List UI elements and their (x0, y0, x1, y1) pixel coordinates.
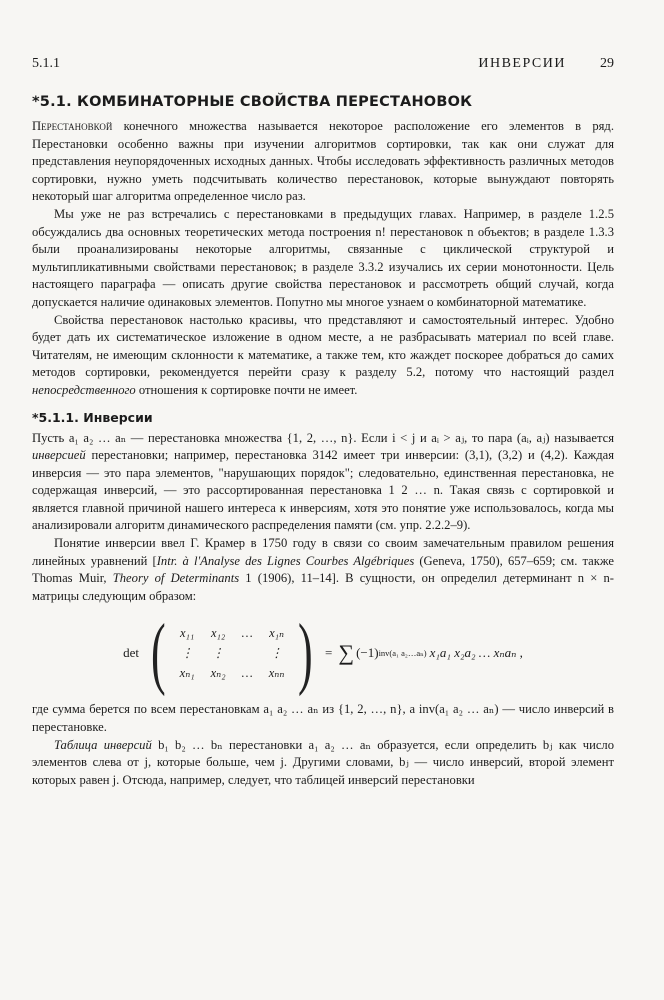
defined-term: Таблица инверсий (54, 737, 152, 752)
product-term: x₁a₁ x₂a₂ … xₙaₙ , (429, 645, 523, 661)
matrix-cell: ⋮ (180, 646, 194, 661)
paragraph-inversion-table (32, 737, 614, 790)
lead-term: Перестановкой (32, 119, 113, 133)
paragraph-previous-chapters: Мы уже не раз встречались с перестановками в предыдущих главах. Например, в разделе 1.2.5 обсуждались два основных теоретических метода построения n! перестановок n объектов; в разделе 1.3.3 были проанализированы некоторые алгоритмы, связанные с циклической структурой и мультипликативными свойствами перестановок; в разделе 3.3.2 изучались их серии монотонности. Цель настоящего параграфа — описать другие свойства перестановок и рассмотреть общий случай, когда допускается наличие одинаковых элементов. Попутно мы многое узнаем о комбинаторной математике. (32, 206, 614, 309)
subsection-title: *5.1.1. Инверсии (32, 409, 153, 425)
header-section-number: 5.1.1 (32, 56, 60, 71)
matrix (172, 623, 293, 683)
matrix-row (172, 643, 293, 663)
book-title: Intr. à l'Analyse des Lignes Courbes Algébriques (156, 553, 415, 568)
equals-sign: = (325, 645, 333, 661)
paragraph-cramer (32, 535, 614, 605)
matrix-cell: … (241, 625, 253, 640)
left-paren: ( (150, 609, 166, 698)
matrix-row (172, 663, 293, 683)
paragraph-text: Понятие инверсии ввел Г. Крамер в 1750 году в связи со своим замечательным правилом решения линейных уравнений [ (32, 536, 614, 568)
matrix-cell: x₁ₙ (269, 626, 285, 641)
emphasis-text: непосредственного (32, 382, 136, 397)
paragraph-text: конечного множества называется некоторое расположение его элементов в ряд. Перестановки особенно важны при изучении алгоритмов сортировки, так как они служат для представления неупорядоченных исходных данных. Чтобы исследовать эффективность различных методов сортировки, нужно уметь подсчитывать количество перестановок, которые вынуждают повторять некоторый шаг алгоритма определенное число раз. (32, 119, 614, 204)
matrix-cell: ⋮ (270, 646, 283, 661)
paragraph-text: b₁ b₂ … bₙ перестановки a₁ a₂ … aₙ образуется, если определить bⱼ как число элементов слева от j, которые больше, чем j. Другими словами, bⱼ — число инверсий, второй элемент которых равен j. Отсюда, например, следует, что таблицей инверсий перестановки (32, 737, 614, 787)
paragraph-text: 1 (1906), 11–14]. В сущности, он определил детерминант n × n-матрицы следующим образом: (32, 571, 614, 603)
paragraph-beauty (32, 312, 614, 400)
page-number: 29 (600, 56, 614, 71)
paragraph-text: перестановки; например, перестановка 3142 имеет три инверсии: (3,1), (3,2) и (4,2). Каждая инверсия — это пара элементов, "нарушающих порядок"; следовательно, единственная перестановка, не содержащая инверсий, — это рассортированная перестановка 1 2 … n. Такая связь с сортировкой и является главной причиной нашего интереса к инверсиям, хотя это понятие уже использовалось, когда мы анализировали алгоритм динамического распределения памяти (см. упр. 2.2.2–9). (32, 448, 614, 533)
matrix-cell: xₙ₂ (210, 666, 226, 681)
running-head (32, 56, 614, 80)
matrix-cell: … (241, 665, 253, 680)
matrix-row (172, 623, 293, 643)
paragraph-text: Пусть a₁ a₂ … aₙ — перестановка множества {1, 2, …, n}. Если i < j и aᵢ > aⱼ, то пара (aᵢ, aⱼ) называется (32, 430, 614, 445)
matrix-cell: ⋮ (211, 646, 225, 661)
determinant-formula (32, 609, 614, 698)
right-paren: ) (298, 609, 314, 698)
paragraph-text: (Geneva, 1750), 657–659; см. также Thomas Muir, (32, 553, 614, 586)
matrix-cell (234, 643, 261, 663)
paragraph-text: Свойства перестановок настолько красивы, что представляют и самостоятельный интерес. Удобно будет дать их систематическое изложение в одном месте, а не разбрасывать материал по всей главе. Читателям, не имеющим склонности к математике, а также тем, кто жаждет поскорее добраться до самих методов сортировки, рекомендуется перейти сразу к разделу 5.2, потому что настоящий раздел (32, 312, 614, 380)
paragraph-inversion-definition (32, 430, 614, 536)
matrix-cell: x₁₁ (180, 625, 195, 640)
det-operator: det (123, 645, 139, 661)
book-title: Theory of Determinants (112, 571, 240, 586)
paragraph-text: отношения к сортировке почти не имеет. (135, 382, 358, 397)
paragraph-after-formula: где сумма берется по всем перестановкам a₁ a₂ … aₙ из {1, 2, …, n}, а inv(a₁ a₂ … aₙ) — число инверсий в перестановке. (32, 702, 614, 735)
sum-symbol: ∑ (338, 640, 355, 666)
matrix-cell: xₙ₁ (179, 666, 195, 681)
paragraph-permutation-definition (32, 118, 614, 206)
section-title: *5.1. КОМБИНАТОРНЫЕ СВОЙСТВА ПЕРЕСТАНОВОК (32, 94, 473, 110)
sign-term: (−1) (356, 645, 379, 661)
header-title: ИНВЕРСИИ (478, 56, 566, 71)
matrix-cell: x₁₂ (210, 625, 226, 640)
inversion-exponent: inv(a₁ a₂…aₙ) (378, 647, 427, 658)
defined-term: инверсией (32, 448, 86, 463)
matrix-cell: xₙₙ (268, 666, 285, 681)
